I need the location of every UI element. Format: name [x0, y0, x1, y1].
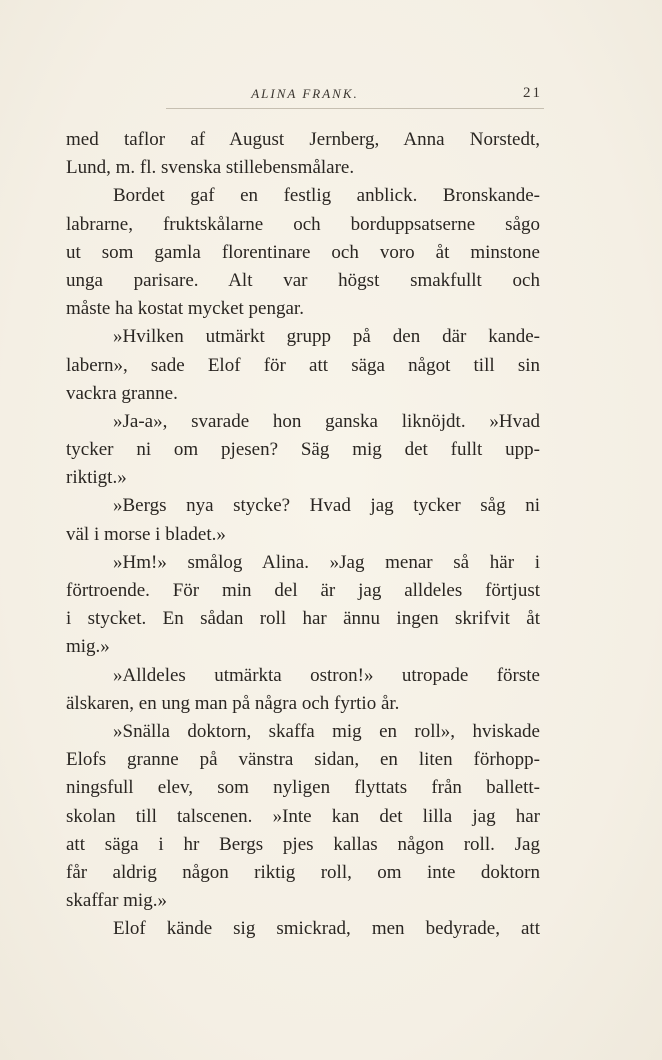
text-line: Bordet gaf en festlig anblick. Bronskande-: [113, 185, 540, 207]
running-title: ALINA FRANK.: [251, 86, 359, 101]
text-line: »Alldeles utmärkta ostron!» utropade förste: [113, 664, 540, 686]
body-text: [66, 126, 540, 943]
text-line: riktigt.»: [66, 467, 127, 489]
text-line: »Ja-a», svarade hon ganska liknöjdt. »Hvad: [113, 410, 540, 432]
text-line: att säga i hr Bergs pjes kallas någon roll. Jag: [66, 833, 540, 855]
text-line: tycker ni om pjesen? Säg mig det fullt upp-: [66, 439, 540, 461]
text-line: labern», sade Elof för att säga något till sin: [66, 354, 540, 376]
text-line: ut som gamla florentinare och voro åt minstone: [66, 241, 540, 263]
header-rule: [166, 108, 544, 109]
page-header: [66, 82, 544, 110]
text-line: ningsfull elev, som nyligen flyttats från ballett-: [66, 777, 540, 799]
text-line: skolan till talscenen. »Inte kan det lilla jag har: [66, 805, 540, 827]
text-line: älskaren, en ung man på några och fyrtio år.: [66, 692, 400, 714]
text-line: »Snälla doktorn, skaffa mig en roll», hviskade: [113, 720, 540, 742]
text-line: med taflor af August Jernberg, Anna Norstedt,: [66, 129, 540, 150]
text-line: »Bergs nya stycke? Hvad jag tycker såg ni: [113, 495, 540, 517]
text-line: Lund, m. fl. svenska stillebensmålare.: [66, 157, 355, 179]
text-line: måste ha kostat mycket pengar.: [66, 298, 304, 320]
text-line: mig.»: [66, 636, 110, 658]
text-line: skaffar mig.»: [66, 890, 167, 912]
text-line: vackra granne.: [66, 382, 178, 404]
text-line: Elofs granne på vänstra sidan, en liten förhopp-: [66, 749, 540, 771]
text-line: förtroende. För min del är jag alldeles förtjust: [66, 580, 540, 601]
text-line: unga parisare. Alt var högst smakfullt och: [66, 269, 540, 291]
text-line: får aldrig någon riktig roll, om inte doktorn: [66, 861, 540, 883]
text-line: »Hvilken utmärkt grupp på den där kande-: [113, 326, 540, 348]
page-number: 21: [523, 85, 542, 101]
text-line: i stycket. En sådan roll har ännu ingen skrifvit åt: [66, 608, 540, 630]
text-line: »Hm!» smålog Alina. »Jag menar så här i: [113, 551, 540, 573]
text-line: labrarne, fruktskålarne och borduppsatserne sågo: [66, 213, 540, 235]
text-line: Elof kände sig smickrad, men bedyrade, att: [113, 918, 540, 940]
text-line: väl i morse i bladet.»: [66, 523, 226, 545]
